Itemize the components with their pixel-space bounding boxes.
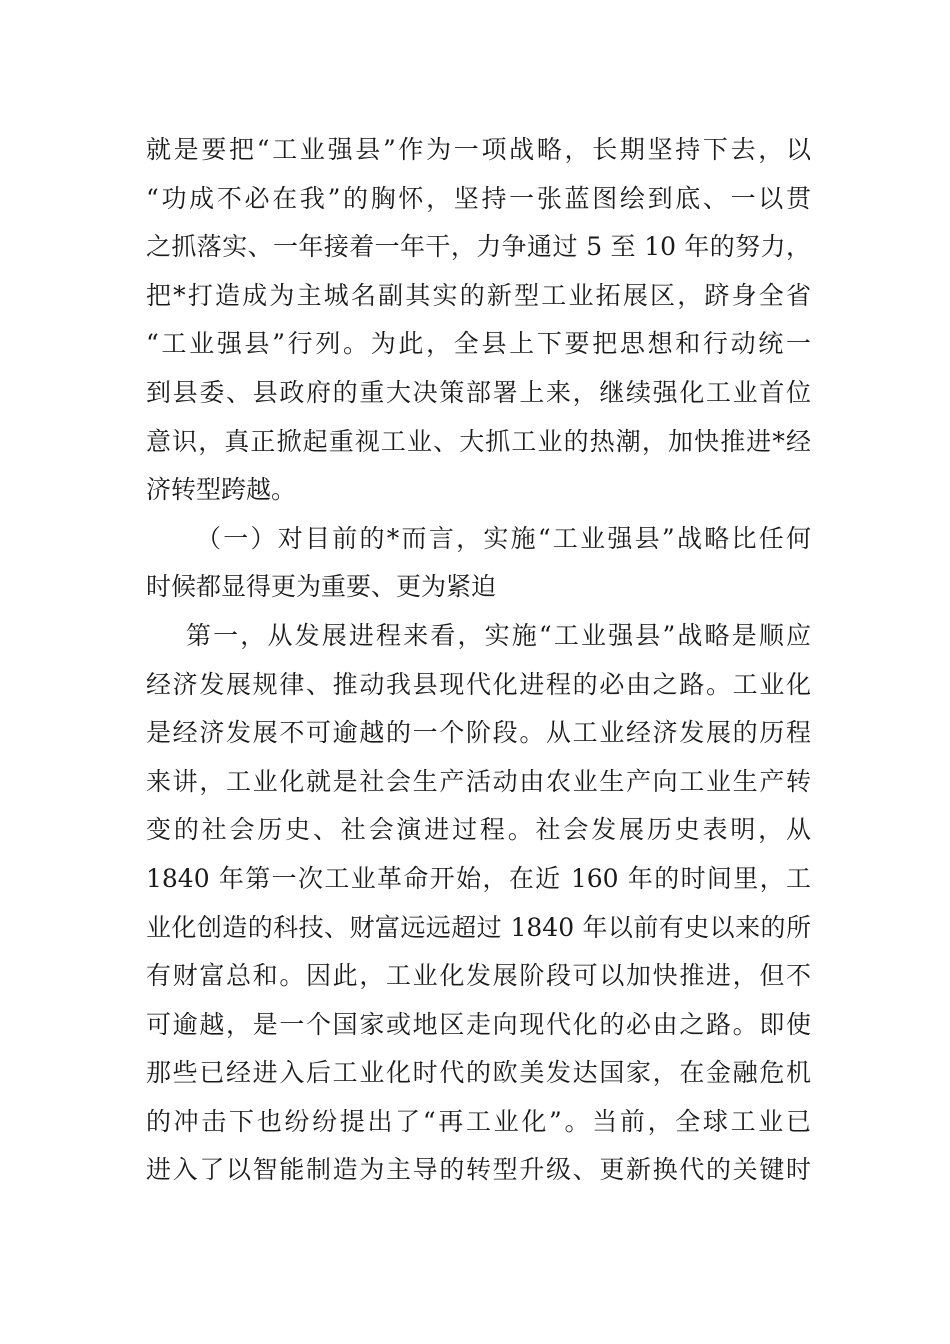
- text-line: 意识，真正掀起重视工业、大抓工业的热潮，加快推进*经: [146, 426, 811, 456]
- text-line: 之抓落实、一年接着一年干，力争通过 5 至 10 年的努力，: [146, 232, 811, 262]
- text-line: 第一，从发展进程来看，实施“工业强县”战略是顺应: [186, 620, 811, 650]
- paragraph-1: [146, 126, 811, 515]
- text-line: 的冲击下也纷纷提出了“再工业化”。当前，全球工业已: [146, 1106, 811, 1136]
- text-line: 把*打造成为主城名副其实的新型工业拓展区，跻身全省: [146, 280, 811, 310]
- text-line: 到县委、县政府的重大决策部署上来，继续强化工业首位: [146, 377, 811, 407]
- text-line: 可逾越，是一个国家或地区走向现代化的必由之路。即使: [146, 1009, 811, 1039]
- heading-line: 时候都显得更为重要、更为紧迫: [146, 572, 497, 602]
- text-line: “工业强县”行列。为此，全县上下要把思想和行动统一: [146, 329, 811, 359]
- paragraph-2: [146, 612, 811, 1195]
- text-line: 有财富总和。因此，工业化发展阶段可以加快推进，但不: [146, 961, 811, 991]
- text-line: 经济发展规律、推动我县现代化进程的必由之路。工业化: [146, 669, 811, 699]
- text-line: 济转型跨越。: [146, 475, 297, 505]
- text-line: 来讲，工业化就是社会生产活动由农业生产向工业生产转: [146, 766, 811, 796]
- text-line: 业化创造的科技、财富远远超过 1840 年以前有史以来的所: [146, 912, 811, 942]
- text-line: 是经济发展不可逾越的一个阶段。从工业经济发展的历程: [146, 718, 811, 748]
- heading-line: （一）对目前的*而言，实施“工业强县”战略比任何: [196, 523, 811, 553]
- document-body: [146, 126, 811, 1195]
- text-line: 1840 年第一次工业革命开始，在近 160 年的时间里，工: [146, 863, 811, 893]
- text-line: “功成不必在我”的胸怀，坚持一张蓝图绘到底、一以贯: [146, 183, 811, 213]
- text-line: 那些已经进入后工业化时代的欧美发达国家，在金融危机: [146, 1058, 811, 1088]
- text-line: 变的社会历史、社会演进过程。社会发展历史表明，从: [146, 815, 811, 845]
- text-line: 就是要把“工业强县”作为一项战略，长期坚持下去，以: [146, 135, 811, 164]
- text-line: 进入了以智能制造为主导的转型升级、更新换代的关键时: [146, 1155, 811, 1185]
- section-heading: [146, 515, 811, 612]
